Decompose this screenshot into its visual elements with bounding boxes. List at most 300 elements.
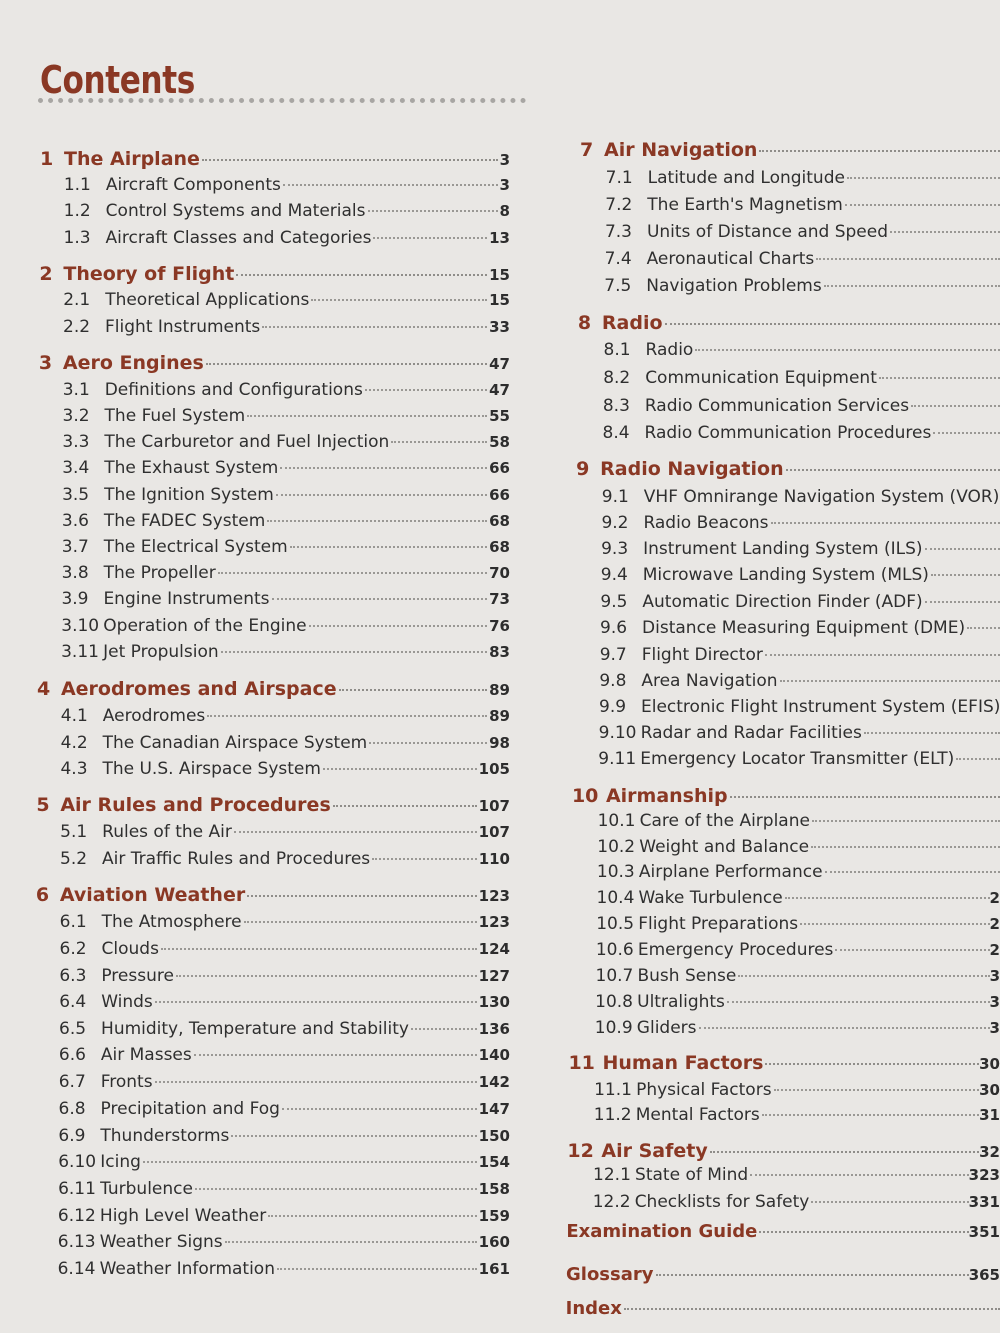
section-number: 3.10 <box>61 616 100 636</box>
dot-leader <box>202 159 498 161</box>
toc-section-row[interactable] <box>61 616 510 636</box>
toc-section-row[interactable] <box>63 290 510 310</box>
section-number: 6.1 <box>59 912 87 932</box>
toc-section-row[interactable] <box>605 249 1000 269</box>
dot-leader <box>800 923 989 925</box>
dot-leader <box>411 1028 477 1030</box>
dot-leader <box>786 469 1000 471</box>
toc-section-row[interactable] <box>64 175 510 195</box>
section-number: 6.5 <box>59 1019 87 1039</box>
dot-leader <box>276 494 487 496</box>
section-title: Precipitation and Fog <box>100 1099 280 1119</box>
toc-section-row[interactable] <box>59 1019 510 1039</box>
chapter-title: Human Factors <box>602 1052 764 1074</box>
toc-section-row[interactable] <box>59 1072 510 1092</box>
toc-section-row[interactable] <box>63 317 510 337</box>
dot-leader <box>847 177 1000 179</box>
page-number: 2 <box>989 889 1000 907</box>
dot-leader <box>695 349 1000 351</box>
section-title: Control Systems and Materials <box>105 201 366 221</box>
toc-chapter-row[interactable] <box>39 352 510 374</box>
dot-leader <box>290 546 487 548</box>
toc-section-row[interactable] <box>64 201 510 221</box>
page-number: 15 <box>489 291 510 309</box>
dot-leader <box>194 1054 477 1056</box>
toc-section-row[interactable] <box>58 1152 510 1172</box>
chapter-number: 1 <box>40 148 54 170</box>
page-number: 15 <box>489 266 510 284</box>
page-number: 107 <box>478 823 510 841</box>
toc-section-row[interactable] <box>63 406 510 426</box>
section-title: Flight Instruments <box>105 317 261 337</box>
section-number: 6.13 <box>57 1232 96 1252</box>
chapter-title: The Airplane <box>64 148 200 170</box>
page-number: 323 <box>968 1166 1000 1184</box>
toc-chapter-row[interactable] <box>568 1052 1000 1074</box>
chapter-number: 11 <box>568 1052 595 1074</box>
section-title: Rules of the Air <box>102 822 232 842</box>
page-number: 83 <box>489 643 510 661</box>
toc-section-row[interactable] <box>596 940 1000 960</box>
dot-leader <box>372 858 477 860</box>
page-number: 33 <box>489 318 510 336</box>
toc-section-row[interactable] <box>602 487 1000 507</box>
section-number: 9.4 <box>600 565 628 585</box>
section-title: Emergency Locator Transmitter (ELT) <box>640 749 955 769</box>
section-title: The U.S. Airspace System <box>102 759 321 779</box>
toc-chapter-row[interactable] <box>567 1140 1000 1162</box>
chapter-number: 4 <box>36 678 51 700</box>
dot-leader <box>890 231 1000 233</box>
dot-leader <box>277 1268 477 1270</box>
section-number: 9.7 <box>599 645 627 665</box>
section-title: Operation of the Engine <box>103 616 307 636</box>
section-title: Ultralights <box>637 992 725 1012</box>
section-number: 8.4 <box>602 423 630 443</box>
page-number: 3 <box>499 176 510 194</box>
dot-leader <box>785 897 990 899</box>
toc-chapter-row[interactable] <box>36 884 510 906</box>
section-title: Latitude and Longitude <box>647 168 845 188</box>
dot-leader <box>967 627 1000 629</box>
page-number: 123 <box>478 913 510 931</box>
page-number: 161 <box>478 1260 510 1278</box>
toc-chapter-row[interactable] <box>37 678 510 700</box>
page-number: 150 <box>478 1127 510 1145</box>
chapter-number: 12 <box>567 1140 594 1162</box>
section-number: 2.1 <box>63 290 91 310</box>
section-number: 8.3 <box>602 396 630 416</box>
section-number: 9.9 <box>599 697 627 717</box>
dot-leader <box>738 975 989 977</box>
dot-leader <box>824 285 1000 287</box>
toc-section-row[interactable] <box>62 432 510 452</box>
section-number: 1.2 <box>63 201 91 221</box>
chapter-title: Theory of Flight <box>63 263 235 285</box>
toc-section-row[interactable] <box>59 1045 510 1065</box>
section-number: 6.6 <box>58 1045 86 1065</box>
section-number: 6.7 <box>58 1072 86 1092</box>
section-title: Radio Communication Services <box>644 396 910 416</box>
section-number: 10.3 <box>596 862 635 882</box>
toc-section-row[interactable] <box>60 849 510 869</box>
section-title: Navigation Problems <box>646 276 822 296</box>
section-title: Physical Factors <box>636 1080 772 1100</box>
section-number: 1.1 <box>63 175 91 195</box>
toc-section-row[interactable] <box>603 396 1000 416</box>
chapter-number: 10 <box>571 785 599 807</box>
page-number: 130 <box>478 993 510 1011</box>
page-number: 3 <box>989 1019 1000 1037</box>
section-title: The Carburetor and Fuel Injection <box>104 432 390 452</box>
page-number: 31 <box>979 1106 1000 1124</box>
toc-section-row[interactable] <box>599 697 1000 717</box>
toc-section-row[interactable] <box>597 888 1000 908</box>
section-title: Air Traffic Rules and Procedures <box>102 849 371 869</box>
toc-section-row[interactable] <box>596 966 1000 986</box>
toc-chapter-row[interactable] <box>578 312 1000 334</box>
page-number: 47 <box>489 381 510 399</box>
section-title: Fronts <box>100 1072 153 1092</box>
toc-chapter-row[interactable] <box>576 458 1000 480</box>
page-number: 365 <box>968 1266 1000 1284</box>
dot-leader <box>225 1241 477 1243</box>
section-number: 3.5 <box>62 485 90 505</box>
section-number: 7.1 <box>605 168 633 188</box>
backmatter-title: Examination Guide <box>566 1221 758 1242</box>
toc-section-row[interactable] <box>60 939 510 959</box>
section-number: 4.1 <box>60 706 88 726</box>
section-title: Aircraft Components <box>105 175 281 195</box>
dot-leader <box>391 441 487 443</box>
section-number: 7.3 <box>604 222 632 242</box>
toc-section-row[interactable] <box>61 589 510 609</box>
section-number: 3.7 <box>61 537 89 557</box>
toc-section-row[interactable] <box>60 759 510 779</box>
dot-leader <box>699 1027 990 1029</box>
dot-leader <box>811 846 1000 848</box>
section-title: Pressure <box>101 966 174 986</box>
section-number: 7.4 <box>604 249 632 269</box>
section-number: 10.7 <box>595 966 634 986</box>
section-title: Weight and Balance <box>639 837 810 857</box>
section-title: State of Mind <box>635 1165 749 1185</box>
toc-section-row[interactable] <box>62 563 510 583</box>
toc-section-row[interactable] <box>593 1165 1000 1185</box>
dot-leader <box>155 1001 477 1003</box>
toc-section-row[interactable] <box>599 723 1000 743</box>
dot-leader <box>143 1161 477 1163</box>
toc-section-row[interactable] <box>58 1259 510 1279</box>
section-number: 9.10 <box>598 723 637 743</box>
dot-leader <box>759 150 1000 152</box>
toc-section-row[interactable] <box>62 537 510 557</box>
toc-section-row[interactable] <box>58 1206 510 1226</box>
toc-section-row[interactable] <box>597 837 1000 857</box>
toc-section-row[interactable] <box>64 228 510 248</box>
toc-section-row[interactable] <box>605 222 1000 242</box>
toc-section-row[interactable] <box>595 1018 1000 1038</box>
dot-leader <box>333 805 477 807</box>
section-number: 10.5 <box>596 914 635 934</box>
page-number: 154 <box>478 1153 510 1171</box>
section-number: 6.12 <box>57 1206 96 1226</box>
dot-leader <box>825 871 1000 873</box>
section-number: 9.3 <box>601 539 629 559</box>
page-number: 2 <box>989 915 1000 933</box>
section-number: 3.6 <box>61 511 89 531</box>
chapter-number: 2 <box>39 263 53 285</box>
toc-section-row[interactable] <box>58 1126 510 1146</box>
dot-leader <box>956 758 1000 760</box>
title-divider <box>38 98 526 103</box>
toc-section-row[interactable] <box>60 912 510 932</box>
dot-leader <box>262 326 487 328</box>
section-title: Area Navigation <box>641 671 778 691</box>
dot-leader <box>236 274 487 276</box>
dot-leader <box>750 1174 968 1176</box>
page-number: 58 <box>489 433 510 451</box>
chapter-title: Aviation Weather <box>59 884 246 906</box>
toc-section-row[interactable] <box>593 1192 1000 1212</box>
page-number: 110 <box>478 850 510 868</box>
section-title: High Level Weather <box>99 1206 267 1226</box>
dot-leader <box>925 601 1000 603</box>
dot-leader <box>816 258 1000 260</box>
page-number: 89 <box>489 707 510 725</box>
toc-section-row[interactable] <box>601 513 1000 533</box>
section-number: 11.2 <box>593 1105 632 1125</box>
section-number: 4.3 <box>60 759 88 779</box>
page-number: 159 <box>478 1207 510 1225</box>
toc-chapter-row[interactable] <box>572 785 1000 807</box>
dot-leader <box>727 1001 990 1003</box>
page-number: 8 <box>499 202 510 220</box>
section-title: Microwave Landing System (MLS) <box>642 565 929 585</box>
section-number: 6.11 <box>58 1179 96 1199</box>
dot-leader <box>864 732 1000 734</box>
page-number: 142 <box>478 1073 510 1091</box>
section-title: The Exhaust System <box>104 458 279 478</box>
section-title: Radar and Radar Facilities <box>640 723 862 743</box>
toc-section-row[interactable] <box>600 592 1000 612</box>
section-number: 7.5 <box>604 276 632 296</box>
chapter-number: 7 <box>580 139 594 161</box>
toc-section-row[interactable] <box>598 811 1000 831</box>
toc-section-row[interactable] <box>59 966 510 986</box>
page-number: 158 <box>478 1180 510 1198</box>
section-title: Care of the Airplane <box>639 811 810 831</box>
section-number: 6.9 <box>58 1126 86 1146</box>
toc-section-row[interactable] <box>61 706 510 726</box>
section-title: Bush Sense <box>637 966 737 986</box>
chapter-number: 9 <box>576 458 590 480</box>
section-number: 9.2 <box>601 513 629 533</box>
section-title: The Electrical System <box>103 537 288 557</box>
page-number: 107 <box>478 797 510 815</box>
section-number: 3.9 <box>61 589 89 609</box>
chapter-number: 5 <box>36 794 50 816</box>
page-number: 160 <box>478 1233 510 1251</box>
chapter-number: 3 <box>38 352 53 374</box>
toc-chapter-row[interactable] <box>40 148 510 170</box>
section-title: Electronic Flight Instrument System (EFIS) <box>641 697 1000 717</box>
toc-section-row[interactable] <box>606 168 1000 188</box>
toc-section-row[interactable] <box>595 992 1000 1012</box>
chapter-title: Air Rules and Procedures <box>60 794 331 816</box>
page-number: 331 <box>968 1193 1000 1211</box>
section-title: Engine Instruments <box>103 589 270 609</box>
dot-leader <box>835 949 989 951</box>
section-title: Icing <box>100 1152 141 1172</box>
toc-section-row[interactable] <box>599 671 1000 691</box>
dot-leader <box>765 654 1000 656</box>
toc-section-row[interactable] <box>62 485 510 505</box>
page-number: 66 <box>489 486 510 504</box>
page-number: 47 <box>489 355 510 373</box>
section-title: The Earth's Magnetism <box>647 195 843 215</box>
dot-leader <box>624 1308 1000 1310</box>
page-number: 55 <box>489 407 510 425</box>
toc-section-row[interactable] <box>605 195 1000 215</box>
page-number: 147 <box>478 1100 510 1118</box>
section-title: Theoretical Applications <box>105 290 310 310</box>
toc-chapter-row[interactable] <box>36 794 510 816</box>
toc-section-row[interactable] <box>59 1099 510 1119</box>
page-number: 140 <box>478 1046 510 1064</box>
toc-section-row[interactable] <box>58 1232 510 1252</box>
section-number: 8.1 <box>603 340 631 360</box>
toc-section-row[interactable] <box>597 862 1000 882</box>
section-number: 9.8 <box>599 671 627 691</box>
chapter-number: 8 <box>577 312 592 334</box>
toc-section-row[interactable] <box>601 565 1000 585</box>
dot-leader <box>323 768 477 770</box>
section-number: 11.1 <box>594 1080 632 1100</box>
section-title: Weather Signs <box>99 1232 223 1252</box>
section-title: Air Masses <box>100 1045 192 1065</box>
chapter-title: Air Safety <box>601 1140 708 1162</box>
dot-leader <box>195 1188 477 1190</box>
chapter-title: Radio Navigation <box>600 458 784 480</box>
toc-section-row[interactable] <box>60 822 510 842</box>
page-title: Contents <box>40 58 195 102</box>
section-title: The Fuel System <box>104 406 246 426</box>
page-number: 127 <box>478 967 510 985</box>
page-number: 3 <box>989 993 1000 1011</box>
section-number: 4.2 <box>60 733 88 753</box>
section-title: Radio <box>645 340 694 360</box>
dot-leader <box>759 1231 968 1233</box>
toc-section-row[interactable] <box>596 914 1000 934</box>
dot-leader <box>231 1135 476 1137</box>
section-number: 9.1 <box>601 487 629 507</box>
section-title: Gliders <box>636 1018 697 1038</box>
section-title: Instrument Landing System (ILS) <box>643 539 923 559</box>
page-number: 70 <box>489 564 510 582</box>
toc-section-row[interactable] <box>59 992 510 1012</box>
section-number: 2.2 <box>63 317 91 337</box>
toc-chapter-row[interactable] <box>580 139 1000 161</box>
dot-leader <box>244 921 477 923</box>
dot-leader <box>311 299 487 301</box>
toc-section-row[interactable] <box>604 340 1000 360</box>
section-title: Communication Equipment <box>645 368 877 388</box>
toc-section-row[interactable] <box>603 423 1000 443</box>
dot-leader <box>368 210 498 212</box>
dot-leader <box>931 574 1000 576</box>
section-title: Units of Distance and Speed <box>646 222 889 242</box>
dot-leader <box>207 715 487 717</box>
toc-section-row[interactable] <box>600 645 1000 665</box>
toc-section-row[interactable] <box>61 642 510 662</box>
section-number: 10.4 <box>596 888 635 908</box>
toc-chapter-row[interactable] <box>39 263 510 285</box>
page-number: 351 <box>968 1223 1000 1241</box>
dot-leader <box>765 1063 979 1065</box>
dot-leader <box>774 1089 980 1091</box>
toc-section-row[interactable] <box>604 276 1000 296</box>
page-number: 105 <box>478 760 510 778</box>
section-number: 6.2 <box>59 939 87 959</box>
toc-section-row[interactable] <box>600 618 1000 638</box>
section-number: 9.11 <box>598 749 637 769</box>
dot-leader <box>665 323 1000 325</box>
toc-backmatter-row[interactable] <box>566 1298 1000 1319</box>
dot-leader <box>206 363 487 365</box>
toc-section-row[interactable] <box>58 1179 510 1199</box>
page-number: 3 <box>989 967 1000 985</box>
section-number: 3.3 <box>62 432 90 452</box>
section-number: 3.2 <box>62 406 90 426</box>
dot-leader <box>282 1108 477 1110</box>
section-title: Flight Preparations <box>638 914 799 934</box>
dot-leader <box>247 415 487 417</box>
dot-leader <box>811 1201 968 1203</box>
section-number: 3.8 <box>61 563 89 583</box>
page-number: 124 <box>478 940 510 958</box>
toc-section-row[interactable] <box>62 511 510 531</box>
toc-section-row[interactable] <box>62 458 510 478</box>
toc-backmatter-row[interactable] <box>566 1221 1000 1242</box>
section-number: 10.2 <box>597 837 636 857</box>
toc-section-row[interactable] <box>598 749 1000 769</box>
toc-section-row[interactable] <box>594 1080 1000 1100</box>
page-number: 13 <box>489 229 510 247</box>
page-number: 73 <box>489 590 510 608</box>
toc-section-row[interactable] <box>601 539 1000 559</box>
dot-leader <box>176 975 477 977</box>
dot-leader <box>272 598 488 600</box>
dot-leader <box>267 520 487 522</box>
chapter-number: 6 <box>35 884 50 906</box>
section-title: The Atmosphere <box>101 912 242 932</box>
toc-section-row[interactable] <box>63 380 510 400</box>
dot-leader <box>771 522 1000 524</box>
dot-leader <box>365 389 487 391</box>
dot-leader <box>283 184 498 186</box>
toc-backmatter-row[interactable] <box>566 1264 1000 1285</box>
backmatter-title: Glossary <box>566 1264 654 1285</box>
section-number: 9.5 <box>600 592 628 612</box>
section-title: Automatic Direction Finder (ADF) <box>642 592 923 612</box>
section-number: 5.2 <box>60 849 88 869</box>
toc-section-row[interactable] <box>603 368 1000 388</box>
toc-section-row[interactable] <box>594 1105 1000 1125</box>
section-number: 10.1 <box>597 811 636 831</box>
toc-section-row[interactable] <box>61 733 510 753</box>
page-number: 98 <box>489 734 510 752</box>
